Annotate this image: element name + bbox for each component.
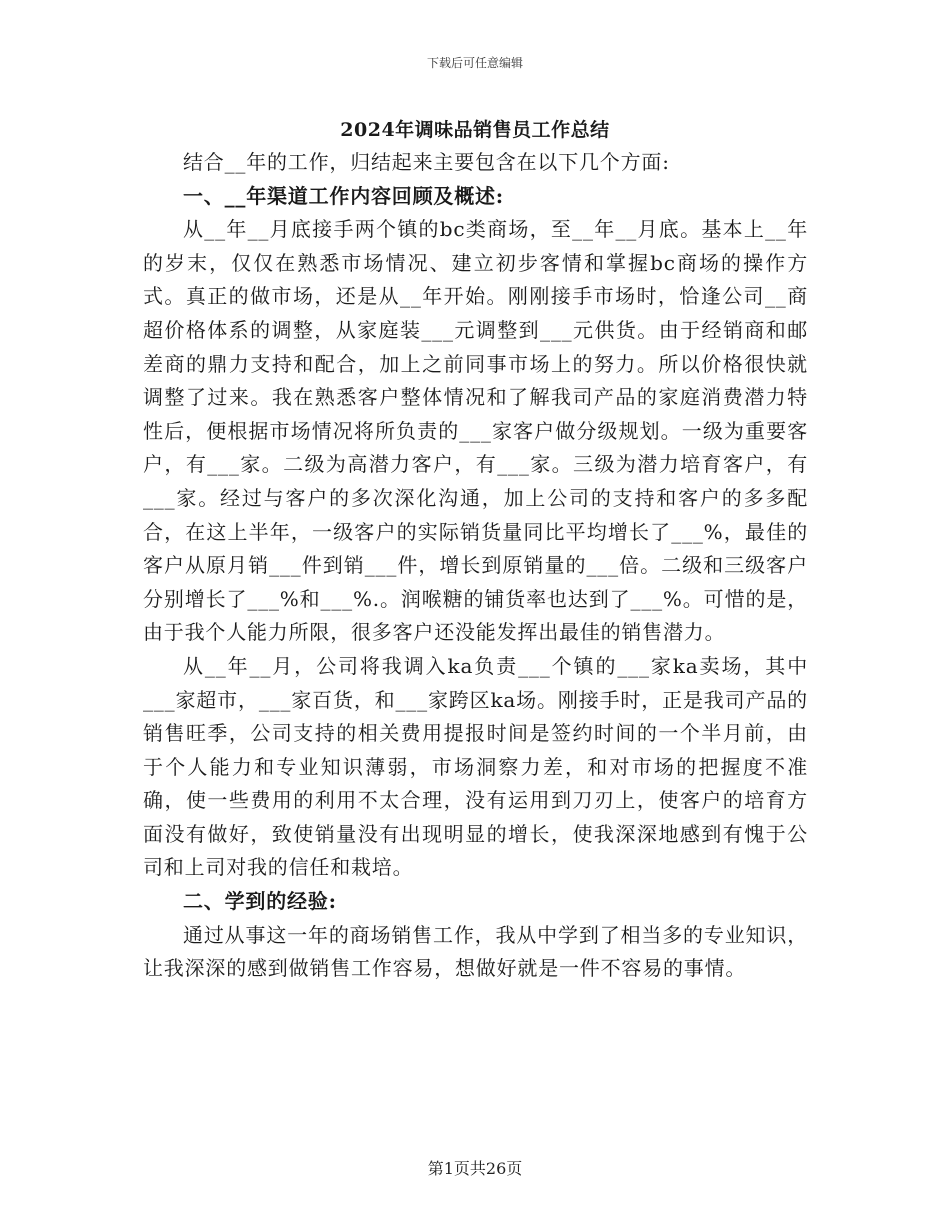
body-paragraph-1: 从__年__月底接手两个镇的bc类商场，至__年__月底。基本上__年的岁末，仅仅在熟悉市场情况、建立初步客情和掌握bc商场的操作方式。真正的做市场，还是从__年开始。刚刚接手市场时，恰逢公司__商超价格体系的调整，从家庭装___元调整到___元供货。由于经销商和邮差商的鼎力支持和配合，加上之前同事市场上的努力。所以价格很快就调整了过来。我在熟悉客户整体情况和了解我司产品的家庭消费潜力特性后，便根据市场情况将所负责的___家客户做分级规划。一级为重要客户，有___家。二级为高潜力客户，有___家。三级为潜力培育客户，有___家。经过与客户的多次深化沟通，加上公司的支持和客户的多多配合，在这上半年，一级客户的实际销货量同比平均增长了___%，最佳的客户从原月销___件到销___件，增长到原销量的___倍。二级和三级客户分别增长了___%和___%.。润喉糖的铺货率也达到了___%。可惜的是，由于我个人能力所限，很多客户还没能发挥出最佳的销售潜力。 (143, 217, 808, 645)
document-title: 2024年调味品销售员工作总结 (340, 119, 610, 141)
intro-paragraph: 结合__年的工作，归结起来主要包含在以下几个方面: (183, 150, 670, 174)
section-heading-2: 二、学到的经验: (183, 889, 337, 914)
body-paragraph-2: 从__年__月，公司将我调入ka负责___个镇的___家ka卖场，其中___家超市，___家百货，和___家跨区ka场。刚接手时，正是我司产品的销售旺季，公司支持的相关费用提报时间是签约时间的一个半月前，由于个人能力和专业知识薄弱，市场洞察力差，和对市场的把握度不准确，使一些费用的利用不太合理，没有运用到刀刃上，使客户的培育方面没有做好，致使销量没有出现明显的增长，使我深深地感到有愧于公司和上司对我的信任和栽培。 (143, 653, 808, 880)
section-heading-1: 一、__年渠道工作内容回顾及概述: (183, 183, 504, 208)
document-body (143, 146, 808, 986)
page-number-footer: 第1页共26页 (427, 1159, 523, 1178)
body-paragraph-3: 通过从事这一年的商场销售工作，我从中学到了相当多的专业知识，让我深深的感到做销售工作容易，想做好就是一件不容易的事情。 (143, 922, 808, 981)
page-header-note: 下载后可任意编辑 (426, 56, 523, 70)
